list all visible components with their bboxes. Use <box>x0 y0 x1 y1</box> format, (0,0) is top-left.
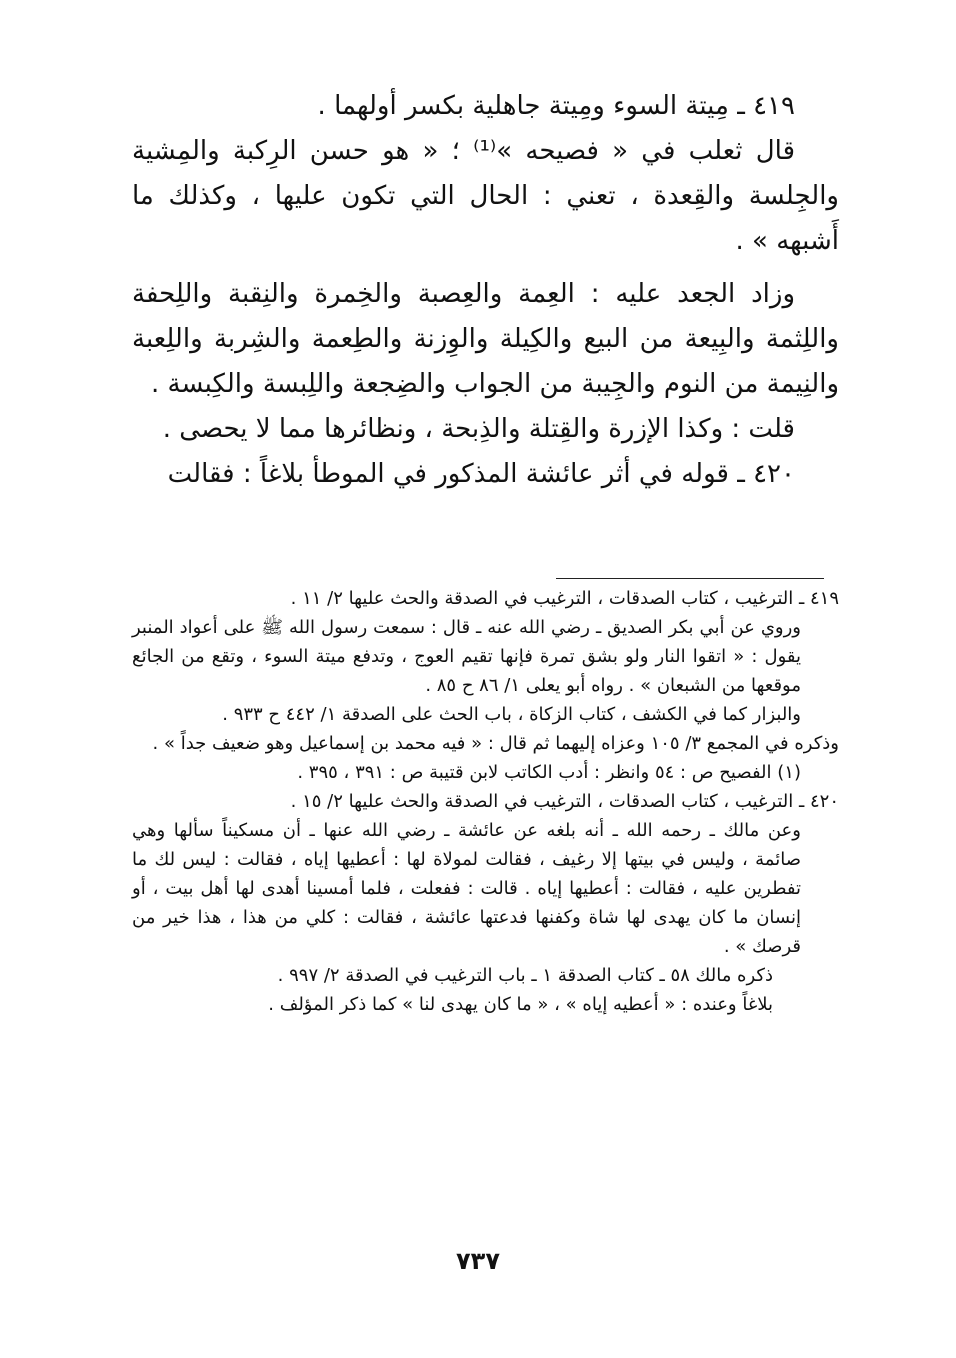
page-number: ٧٣٧ <box>456 1247 500 1275</box>
footnotes <box>132 584 839 1019</box>
thalab-quote-paragraph: قال ثعلب في « فصيحه »⁽¹⁾ ؛ « هو حسن الرِكبة والمِشية والجِلسة والقِعدة ، تعني : الحال التي تكون عليها ، وكذلك ما أَشبهه » . <box>132 136 839 256</box>
footnote-419-source: ٤١٩ ـ الترغيب ، كتاب الصدقات ، الترغيب في الصدقة والحث عليها ٢/ ١١ . <box>290 588 839 609</box>
footnote-420-source: ٤٢٠ ـ الترغيب ، كتاب الصدقات ، الترغيب في الصدقة والحث عليها ٢/ ١٥ . <box>290 791 839 812</box>
footnote-419-hadith: وروي عن أبي بكر الصديق ـ رضي الله عنه ـ قال : سمعت رسول الله ﷺ على أعواد المنبر يقول : « اتقوا النار ولو بشق تمرة فإنها تقيم العوج ، وتدفع ميتة السوء ، وتقع من الجائع موقعها من الشبعان » . رواه أبو يعلى ١/ ٨٦ ح ٨٥ . <box>132 617 801 696</box>
footnote-419-majma: وذكره في المجمع ٣/ ١٠٥ وعزاه إليهما ثم قال : « فيه محمد بن إسماعيل وهو ضعيف جداً » . <box>152 733 839 754</box>
entry-420-heading: ٤٢٠ ـ قوله في أثر عائشة المذكور في الموطأ بلاغاً : فقالت <box>167 459 795 489</box>
footnote-separator <box>556 578 824 579</box>
footnote-420-balagh: بلاغاً وعنده : « أعطيه إياه » ، « ما كان يهدى لنا » كما ذكر المؤلف . <box>268 994 773 1015</box>
entry-419-heading: ٤١٩ ـ مِيتة السوء ومِيتة جاهلية بكسر أولهما . <box>317 91 795 121</box>
footnote-1-fasih: (١) الفصيح ص : ٥٤ وانظر : أدب الكاتب لابن قتيبة ص : ٣٩١ ، ٣٩٥ . <box>297 762 801 783</box>
footnote-420-malik-narration: وعن مالك ـ رحمه الله ـ أنه بلغه عن عائشة ـ رضي الله عنها ـ أن مسكيناً سألها وهي صائمة ، وليس في بيتها إلا رغيف ، فقالت لمولاة لها : أعطيها إياه ، فقالت : ليس لك ما تفطرين عليه ، فقالت : أعطيها إياه . قالت : ففعلت ، فلما أمسينا أهدى لها أهل بيت ، أو إنسان ما كان يهدى لها شاة وكفنها فدعتها عائشة ، فقالت : كلي من هذا ، هذا خير من قرصك » . <box>132 820 801 957</box>
footnote-420-muwatta-ref: ذكره مالك ٥٨ ـ كتاب الصدقة ١ ـ باب الترغيب في الصدقة ٢/ ٩٩٧ . <box>277 965 773 986</box>
main-text <box>132 84 839 497</box>
jaad-addition-paragraph: وزاد الجعد عليه : العِمة والعِصبة والخِمرة والنِقبة واللِحفة واللِثمة والبِيعة من البيع والكِيلة والوِزنة والطِعمة والشِربة واللِعبة والنِيمة من النوم والجِيبة من الجواب والضِجعة واللِبسة والكِبسة . <box>132 279 839 399</box>
footnote-419-bazzar: والبزار كما في الكشف ، كتاب الزكاة ، باب الحث على الصدقة ١/ ٤٤٢ ح ٩٣٣ . <box>222 704 801 725</box>
author-comment-paragraph: قلت : وكذا الإزرة والقِتلة والذِبحة ، ونظائرها مما لا يحصى . <box>162 414 795 444</box>
